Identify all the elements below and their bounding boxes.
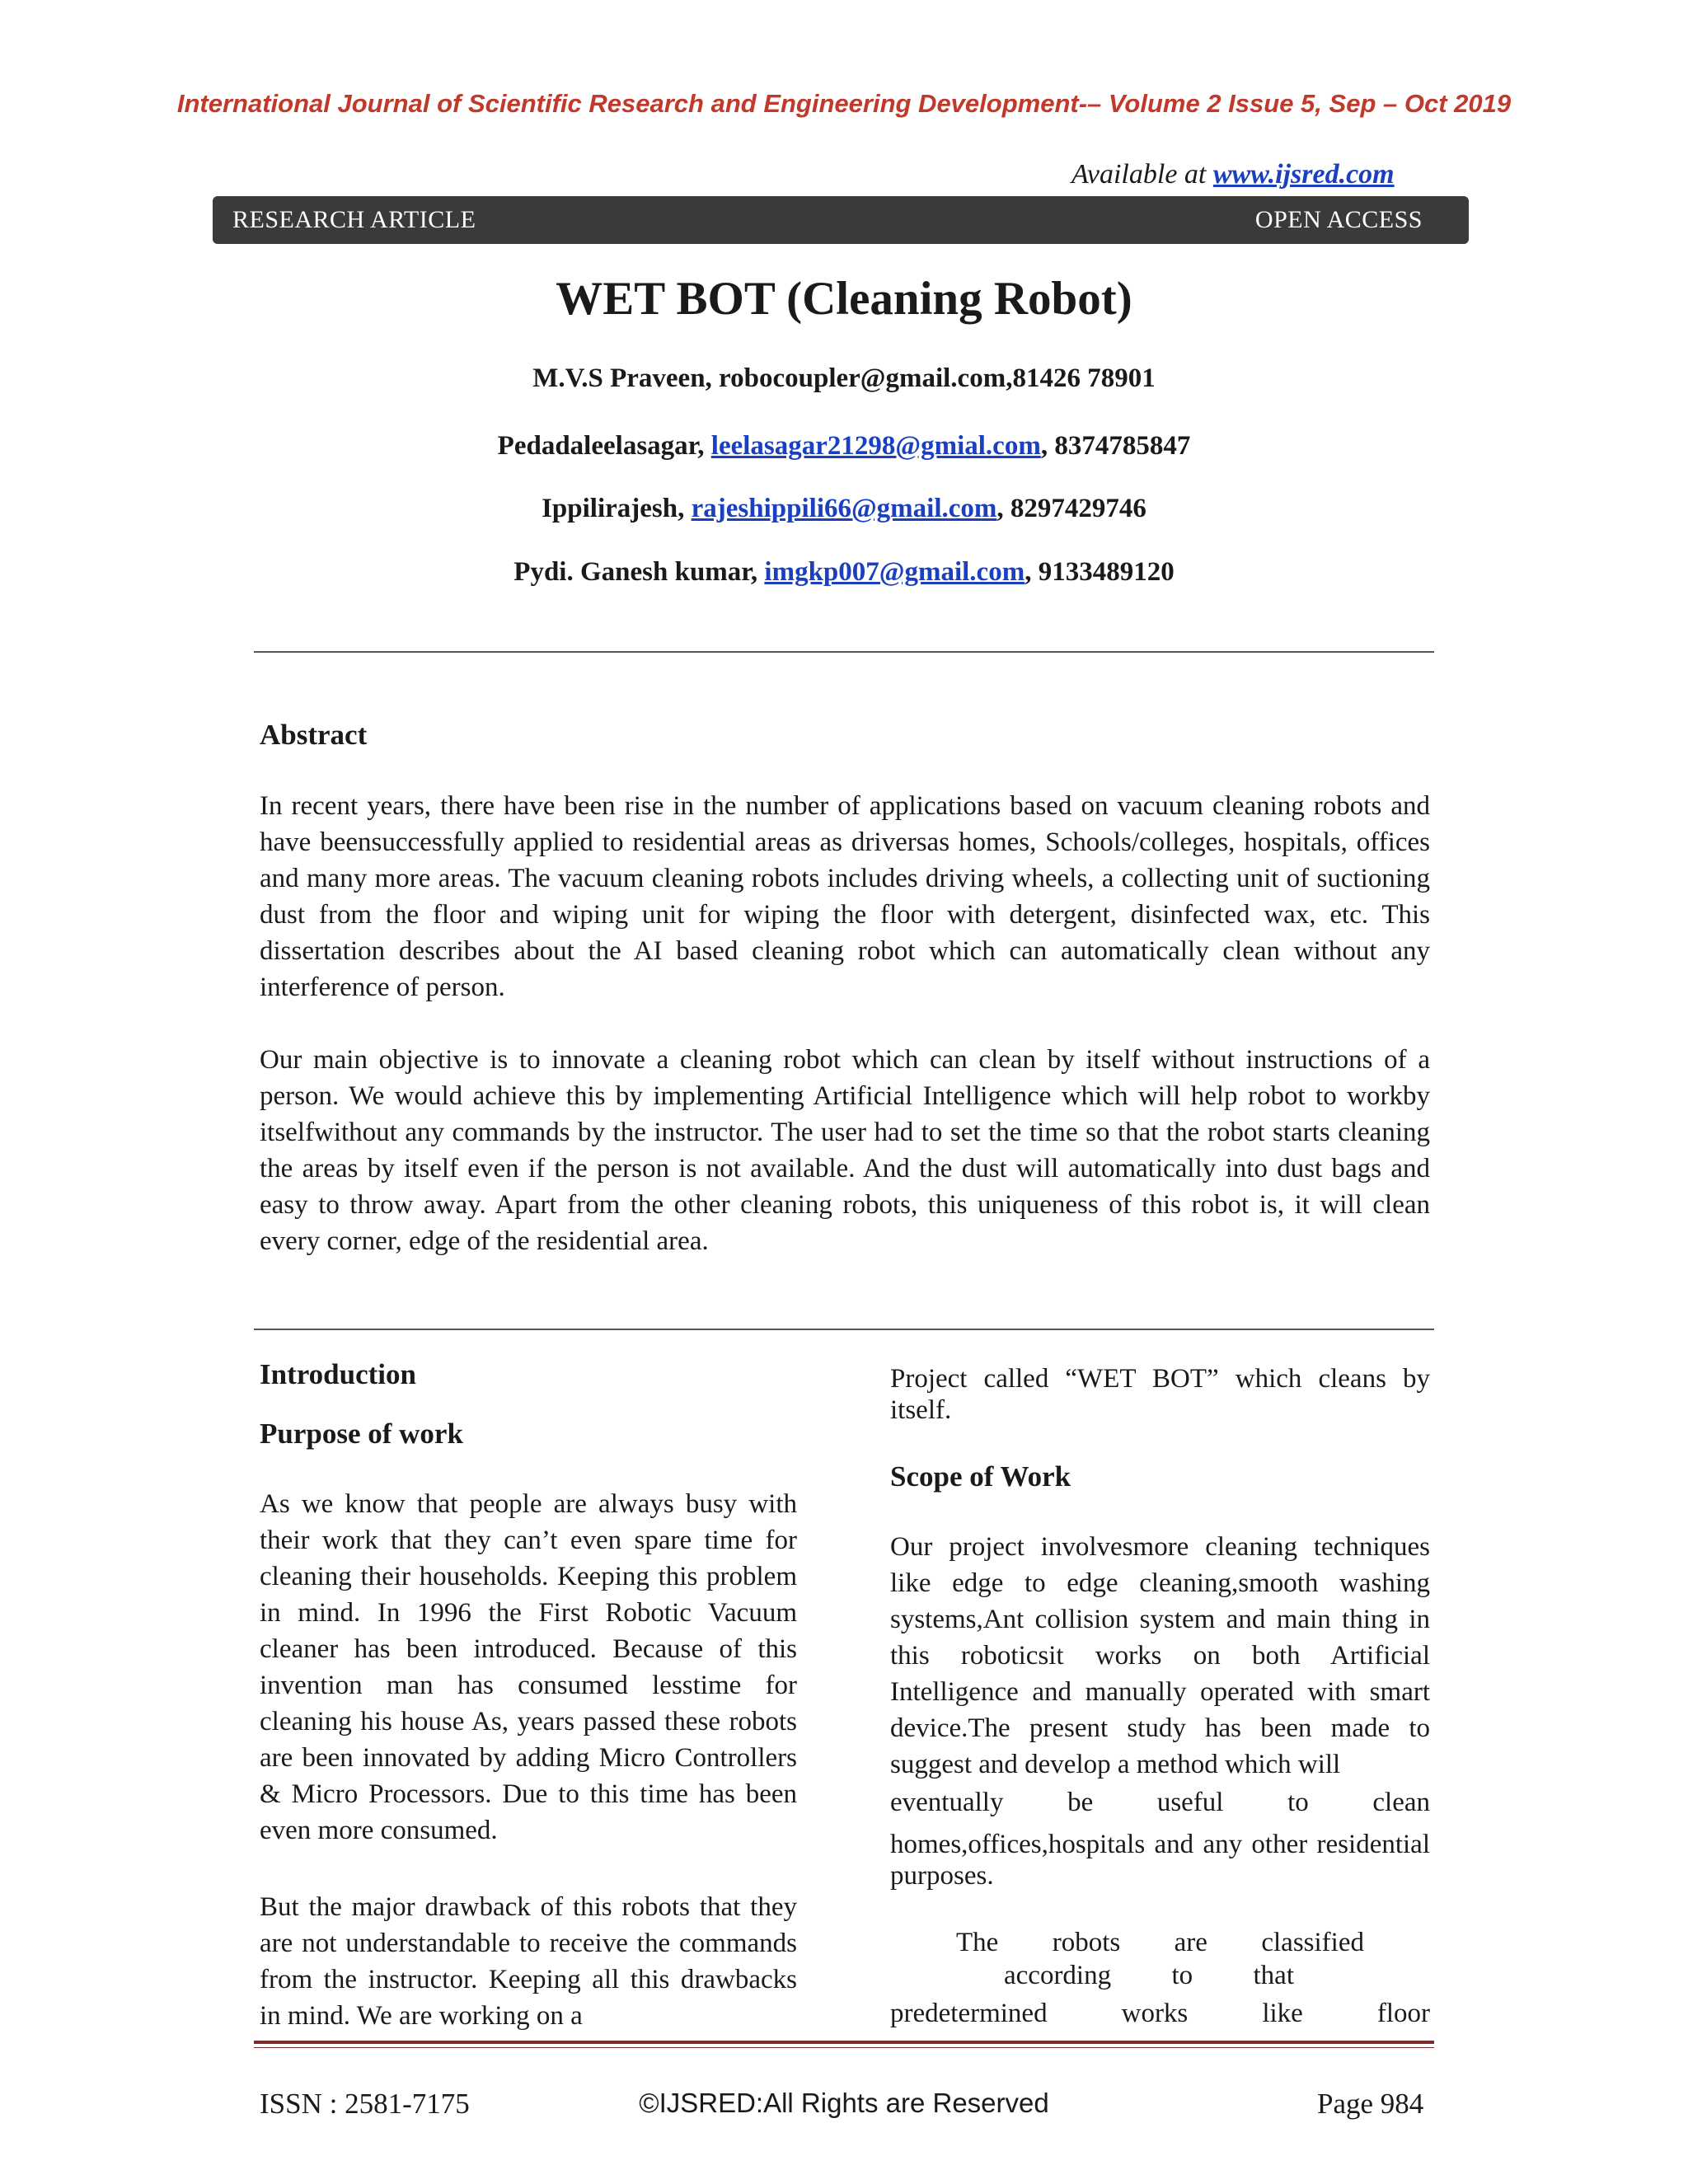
author-1-name: M.V.S Praveen, robocoupler@gmail.com,81426 78901: [532, 363, 1156, 393]
divider-middle: [254, 1329, 1434, 1330]
author-4: [0, 557, 1688, 588]
article-type: RESEARCH ARTICLE: [232, 206, 476, 233]
available-prefix: Available at: [1071, 159, 1213, 190]
classification-line-3: predetermined works like floor: [890, 1999, 1430, 2028]
scope-heading: Scope of Work: [890, 1460, 1071, 1493]
author-3: [0, 494, 1688, 524]
author-2-phone: , 8374785847: [1040, 431, 1191, 461]
journal-header: International Journal of Scientific Research and Engineering Development-– Volume 2 Issue 5, Sep – Oct 2019: [176, 89, 1512, 118]
scope-paragraph: Our project involvesmore cleaning techniques like edge to edge cleaning,smooth washing systems,Ant collision system and main thing in this roboticsit works on both Artificial Intelligence and manually operated with smart device.The present study has been made to suggest and develop a method which will: [890, 1532, 1430, 1779]
purpose-paragraph-2: But the major drawback of this robots that they are not understandable to receive the commands from the instructor. Keeping all this drawbacks in mind. We are working on a: [260, 1892, 797, 2031]
scope-paragraph-line-homes: homes,offices,hospitals and any other residential purposes.: [890, 1830, 1430, 1891]
classification-line-1: The robots are classified: [956, 1928, 1364, 1957]
author-4-email-link[interactable]: imgkp007@gmail.com: [764, 557, 1025, 587]
footer-rule-thin: [254, 2047, 1434, 2048]
footer-rights: ©IJSRED:All Rights are Reserved: [639, 2088, 1049, 2118]
author-4-name: Pydi. Ganesh kumar,: [513, 557, 765, 587]
abstract-paragraph-1: In recent years, there have been rise in the number of applications based on vacuum cleaning robots and have beensuccessfully applied to residential areas as driversas homes, Schools/colleges, hospitals, offices and many more areas. The vacuum cleaning robots includes driving wheels, a collecting unit of suctioning dust from the floor and wiping unit for wiping the floor with detergent, disinfected wax, etc. This dissertation describes about the AI based cleaning robot which can automatically clean without any interference of person.: [260, 791, 1430, 1002]
abstract-heading: Abstract: [260, 719, 368, 751]
paper-title: WET BOT (Cleaning Robot): [556, 273, 1132, 325]
available-at: [1071, 159, 1395, 190]
author-2: [0, 431, 1688, 462]
classification-line-2: according to that: [1004, 1961, 1294, 1990]
author-3-phone: , 8297429746: [996, 494, 1146, 523]
purpose-heading: Purpose of work: [260, 1418, 463, 1450]
article-type-bar: [213, 196, 1469, 244]
author-1: [0, 363, 1688, 394]
author-4-phone: , 9133489120: [1025, 557, 1175, 587]
project-paragraph: Project called “WET BOT” which cleans by itself.: [890, 1364, 1430, 1425]
scope-paragraph-line-eventually: eventually be useful to clean: [890, 1788, 1430, 1817]
author-2-name: Pedadaleelasagar,: [497, 431, 711, 461]
journal-website-link[interactable]: www.ijsred.com: [1212, 159, 1395, 190]
author-3-email-link[interactable]: rajeshippili66@gmail.com: [691, 494, 997, 523]
footer-issn: ISSN : 2581-7175: [260, 2088, 470, 2120]
author-3-name: Ippilirajesh,: [542, 494, 692, 523]
divider-top: [254, 651, 1434, 653]
abstract-paragraph-2: Our main objective is to innovate a cleaning robot which can clean by itself without instructions of a person. We would achieve this by implementing Artificial Intelligence which will help robot to workby itselfwithout any commands by the instructor. The user had to set the time so that the robot starts cleaning the areas by itself even if the person is not available. And the dust will automatically into dust bags and easy to throw away. Apart from the other cleaning robots, this uniqueness of this robot is, it will clean every corner, edge of the residential area.: [260, 1045, 1430, 1256]
introduction-heading: Introduction: [260, 1358, 416, 1390]
footer-page-number: Page 984: [1317, 2088, 1424, 2120]
footer-rule-thick: [254, 2041, 1434, 2044]
access-type: OPEN ACCESS: [1254, 206, 1423, 233]
purpose-paragraph-1: As we know that people are always busy with their work that they can’t even spare time for cleaning their households. Keeping this problem in mind. In 1996 the First Robotic Vacuum cleaner has been introduced. Because of this invention man has consumed lesstime for cleaning his house As, years passed these robots are been innovated by adding Micro Controllers & Micro Processors. Due to this time has been even more consumed.: [260, 1489, 797, 1845]
author-2-email-link[interactable]: leelasagar21298@gmial.com: [710, 431, 1041, 461]
